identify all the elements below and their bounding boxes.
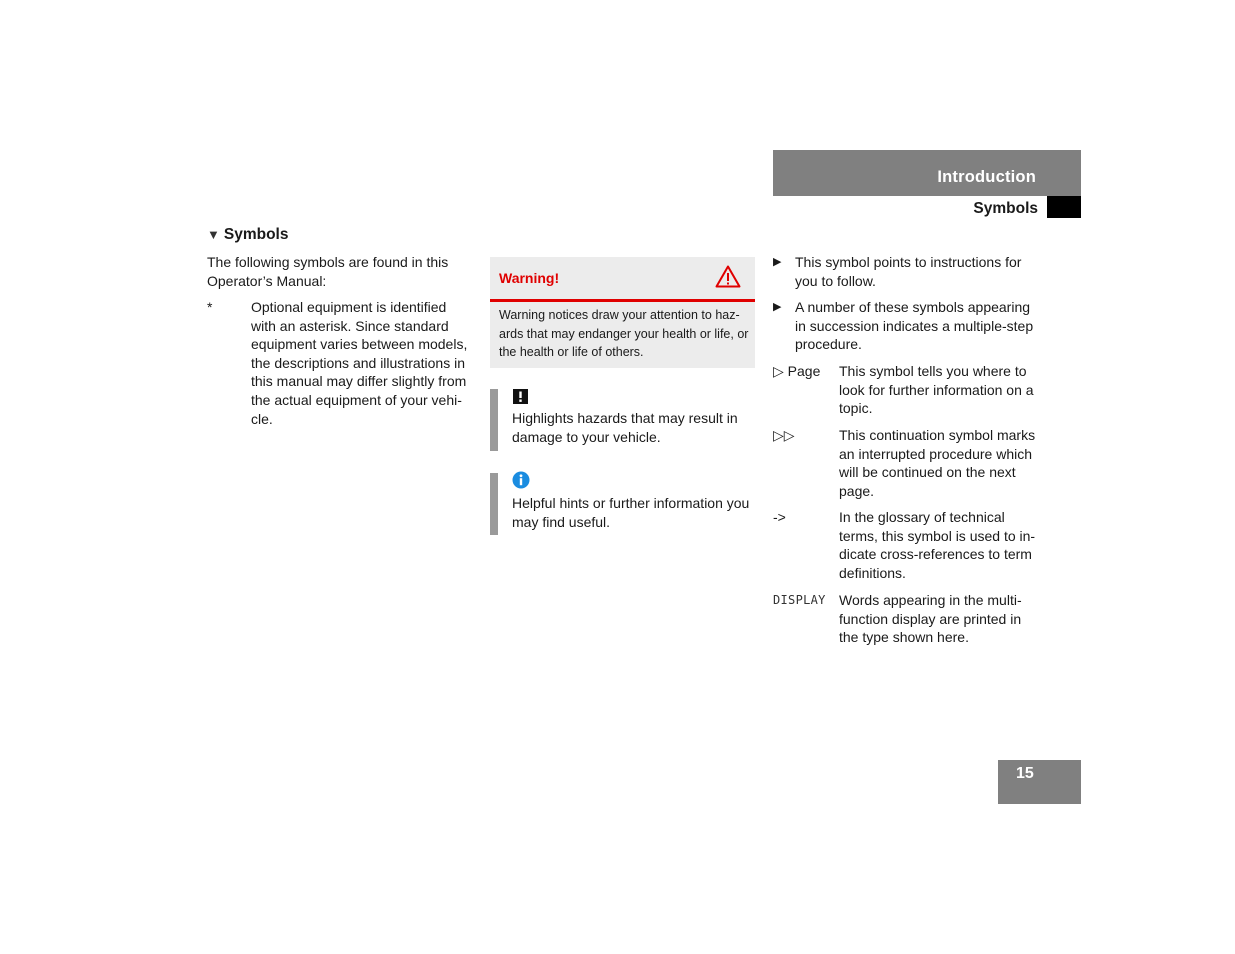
cross-reference-description: In the glossary of technical terms, this symbol is used to in-dicate cross-references to term definitions. — [839, 509, 1036, 581]
page-number-box — [998, 760, 1081, 804]
asterisk-symbol: * — [207, 299, 213, 315]
display-symbol: DISPLAY — [773, 593, 826, 607]
intro-paragraph: The following symbols are found in this Operator’s Manual: — [207, 254, 449, 289]
notice-bar — [490, 473, 498, 535]
notice-text: Helpful hints or further information you may find useful. — [512, 495, 750, 530]
warning-text: Warning notices draw your attention to haz-ards that may endanger your health or life, or the health or life of others. — [499, 308, 749, 359]
notice-text: Highlights hazards that may result in damage to your vehicle. — [512, 410, 738, 445]
continuation-description: This continuation symbol marks an interrupted procedure which will be continued on the next page. — [839, 427, 1036, 499]
section-marker — [1047, 196, 1081, 218]
bullet-arrow-icon: ▶ — [773, 301, 782, 313]
warning-box — [490, 257, 755, 368]
cross-reference-symbol: -> — [773, 509, 786, 525]
section-title: Symbols — [973, 200, 1038, 217]
bullet-text: This symbol points to instructions for you to follow. — [795, 254, 1022, 289]
continuation-symbol: ▷▷ — [773, 427, 795, 443]
asterisk-description: Optional equipment is identified with an asterisk. Since standard equipment varies between models, the descriptions and illustrations in this manual may differ slightly from the actual equipment of your vehi-cle. — [251, 299, 468, 427]
triangle-down-icon: ▼ — [207, 227, 220, 242]
exclamation-icon — [512, 388, 529, 405]
symbols-heading-text: Symbols — [223, 226, 289, 243]
page-number: 15 — [1016, 765, 1034, 782]
warning-title: Warning! — [499, 270, 560, 286]
bullet-arrow-icon: ▶ — [773, 256, 782, 268]
display-description: Words appearing in the multi-function display are printed in the type shown here. — [839, 592, 1022, 646]
symbols-heading — [207, 226, 288, 245]
warning-triangle-icon — [715, 265, 741, 288]
bullet-text: A number of these symbols appearing in succession indicates a multiple-step procedure. — [795, 299, 1034, 353]
page-reference-symbol: ▷ Page — [773, 363, 821, 379]
info-icon — [512, 471, 530, 489]
notice-bar — [490, 389, 498, 451]
chapter-title: Introduction — [937, 168, 1036, 186]
warning-header — [490, 257, 755, 302]
page-reference-description: This symbol tells you where to look for further information on a topic. — [839, 363, 1034, 417]
chapter-header-bar — [773, 150, 1081, 196]
